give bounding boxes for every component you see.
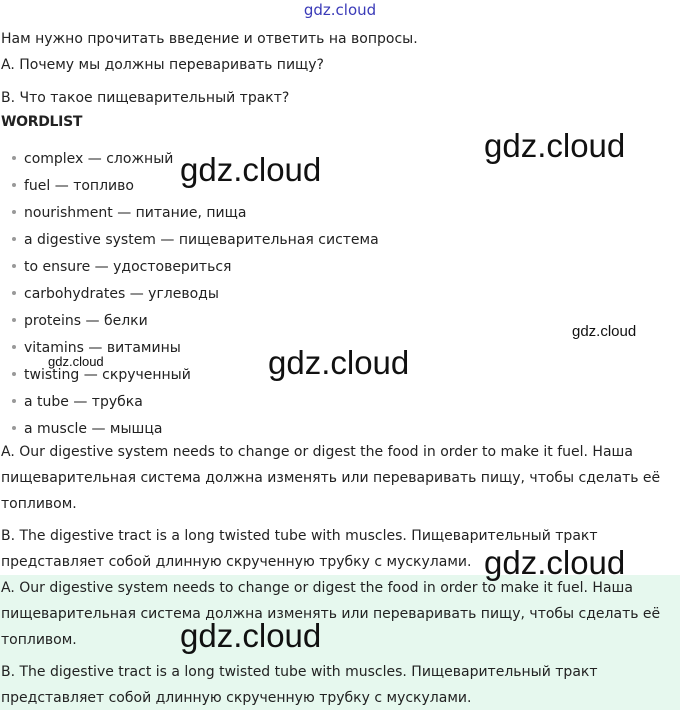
bullet-icon (12, 210, 16, 214)
bullet-icon (12, 264, 16, 268)
watermark: gdz.cloud (572, 323, 637, 340)
wordlist-item: carbohydrates — углеводы (12, 286, 219, 302)
wordlist-item: nourishment — питание, пища (12, 205, 246, 221)
wordlist-item: complex — сложный (12, 151, 173, 167)
bullet-icon (12, 399, 16, 403)
watermark: gdz.cloud (268, 344, 410, 381)
wordlist-item: proteins — белки (12, 313, 148, 329)
watermark: gdz.cloud (484, 544, 626, 581)
highlighted-answer-a: A. Our digestive system needs to change or digest the food in order to make it fuel. Наша пищеварительная система должна изменять или переваривать пищу, чтобы сделать её топливом. (1, 580, 661, 648)
watermark: gdz.cloud (180, 617, 322, 654)
highlighted-answer-b: B. The digestive tract is a long twisted tube with muscles. Пищеварительный тракт представляет собой длинную скрученную трубку с мускулами. (1, 664, 598, 706)
wordlist-item: a tube — трубка (12, 394, 143, 410)
watermark: gdz.cloud (484, 127, 626, 164)
wordlist-item: twisting — скрученный (12, 367, 191, 383)
site-header[interactable]: gdz.cloud (303, 1, 377, 19)
instruction-text: Нам нужно прочитать введение и ответить на вопросы. (1, 31, 418, 47)
watermark: gdz.cloud (48, 354, 104, 369)
answer-b: B. The digestive tract is a long twisted tube with muscles. Пищеварительный тракт представляет собой длинную скрученную трубку с мускулами. (1, 528, 598, 570)
bullet-icon (12, 345, 16, 349)
wordlist-item: to ensure — удостовериться (12, 259, 231, 275)
wordlist-item: vitamins — витамины (12, 340, 181, 356)
wordlist-item: a digestive system — пищеварительная система (12, 232, 379, 248)
wordlist-item: a muscle — мышца (12, 421, 162, 437)
bullet-icon (12, 372, 16, 376)
answer-a: A. Our digestive system needs to change or digest the food in order to make it fuel. Наша пищеварительная система должна изменять или переваривать пищу, чтобы сделать её топливом. (1, 444, 661, 512)
watermark: gdz.cloud (180, 151, 322, 188)
question-a: A. Почему мы должны переваривать пищу? (1, 57, 324, 73)
wordlist-item: fuel — топливо (12, 178, 134, 194)
question-b: B. Что такое пищеварительный тракт? (1, 90, 290, 106)
bullet-icon (12, 426, 16, 430)
wordlist-title: WORDLIST (1, 114, 83, 130)
bullet-icon (12, 183, 16, 187)
bullet-icon (12, 318, 16, 322)
bullet-icon (12, 291, 16, 295)
bullet-icon (12, 156, 16, 160)
bullet-icon (12, 237, 16, 241)
